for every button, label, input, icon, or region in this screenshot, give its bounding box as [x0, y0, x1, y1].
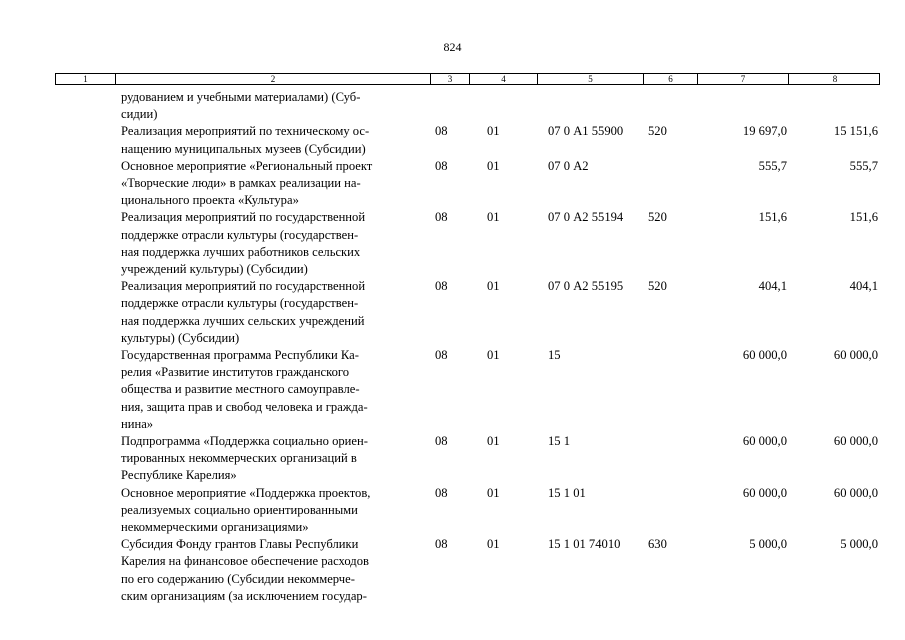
target-article-code: 07 0 А2 55195: [548, 279, 624, 294]
table-row: [0, 347, 905, 433]
amount-year-1: 5 000,0: [749, 537, 787, 552]
target-article-code: 07 0 А2 55194: [548, 210, 624, 225]
subsection-code: 01: [487, 537, 500, 552]
table-row: [0, 123, 905, 157]
row-description: [121, 89, 428, 123]
amount-year-2: 60 000,0: [833, 485, 878, 500]
description-line: поддержке отрасли культуры (государствен-: [121, 296, 359, 311]
description-line: «Творческие люди» в рамках реализации на-: [121, 176, 361, 191]
description-line: Реализация мероприятий по государственной: [121, 210, 366, 225]
description-line: релия «Развитие институтов гражданского: [121, 365, 350, 380]
header-cell: 4: [470, 74, 538, 84]
target-article-code: 15 1: [548, 434, 571, 449]
description-line: нащению муниципальных музеев (Субсидии): [121, 141, 366, 156]
amount-year-1: 60 000,0: [742, 434, 787, 449]
table-row: [0, 433, 905, 485]
description-line: реализуемых социально ориентированными: [121, 502, 358, 517]
section-code: 08: [435, 124, 448, 139]
row-description: [121, 209, 428, 278]
section-code: 08: [435, 279, 448, 294]
table-row: [0, 209, 905, 278]
header-cell: 5: [538, 74, 644, 84]
row-description: [121, 485, 428, 537]
description-line: некоммерческими организациями»: [121, 520, 309, 535]
description-line: Реализация мероприятий по государственной: [121, 279, 366, 294]
amount-year-1: 60 000,0: [742, 485, 787, 500]
description-line: культуры) (Субсидии): [121, 330, 240, 345]
table-row: [0, 89, 905, 123]
description-line: нина»: [121, 416, 154, 431]
description-line: Основное мероприятие «Региональный проект: [121, 158, 373, 173]
amount-year-2: 5 000,0: [840, 537, 878, 552]
description-line: Республике Карелия»: [121, 468, 237, 483]
description-line: учреждений культуры) (Субсидии): [121, 262, 308, 277]
table-row: [0, 158, 905, 210]
budget-table-body: [0, 89, 905, 605]
row-description: [121, 433, 428, 485]
amount-year-2: 555,7: [849, 158, 878, 173]
row-description: [121, 278, 428, 347]
description-line: ная поддержка лучших работников сельских: [121, 244, 361, 259]
amount-year-1: 404,1: [758, 279, 787, 294]
table-row: [0, 536, 905, 605]
section-code: 08: [435, 434, 448, 449]
expense-type-code: 630: [648, 537, 667, 552]
target-article-code: 15 1 01 74010: [548, 537, 621, 552]
description-line: Реализация мероприятий по техническому ос-: [121, 124, 370, 139]
amount-year-1: 555,7: [758, 158, 787, 173]
target-article-code: 07 0 А2: [548, 158, 589, 173]
description-line: сидии): [121, 107, 158, 122]
amount-year-2: 404,1: [849, 279, 878, 294]
section-code: 08: [435, 210, 448, 225]
target-article-code: 15 1 01: [548, 485, 586, 500]
row-description: [121, 536, 428, 605]
header-cell: 3: [431, 74, 470, 84]
row-description: [121, 347, 428, 433]
header-cell: 2: [116, 74, 431, 84]
description-line: Подпрограмма «Поддержка социально ориен-: [121, 434, 368, 449]
amount-year-1: 60 000,0: [742, 348, 787, 363]
header-cell: 7: [698, 74, 789, 84]
target-article-code: 07 0 А1 55900: [548, 124, 624, 139]
expense-type-code: 520: [648, 279, 667, 294]
description-line: рудованием и учебными материалами) (Суб-: [121, 90, 361, 104]
amount-year-2: 15 151,6: [833, 124, 878, 139]
table-header: [55, 73, 880, 85]
header-cell: 6: [644, 74, 698, 84]
section-code: 08: [435, 348, 448, 363]
description-line: Основное мероприятие «Поддержка проектов,: [121, 485, 371, 500]
expense-type-code: 520: [648, 124, 667, 139]
description-line: ная поддержка лучших сельских учреждений: [121, 313, 365, 328]
subsection-code: 01: [487, 485, 500, 500]
header-cell: 8: [832, 74, 838, 84]
header-cell: 1: [56, 74, 116, 84]
description-line: Карелия на финансовое обеспечение расходов: [121, 554, 369, 569]
amount-year-1: 151,6: [758, 210, 787, 225]
description-line: по его содержанию (Субсидии некоммерче-: [121, 571, 355, 586]
amount-year-2: 151,6: [849, 210, 878, 225]
target-article-code: 15: [548, 348, 561, 363]
subsection-code: 01: [487, 210, 500, 225]
subsection-code: 01: [487, 434, 500, 449]
section-code: 08: [435, 485, 448, 500]
expense-type-code: 520: [648, 210, 667, 225]
page-number: 824: [443, 40, 462, 54]
subsection-code: 01: [487, 124, 500, 139]
amount-year-2: 60 000,0: [833, 348, 878, 363]
description-line: ционального проекта «Культура»: [121, 193, 299, 208]
section-code: 08: [435, 158, 448, 173]
table-row: [0, 485, 905, 537]
row-description: [121, 158, 428, 210]
subsection-code: 01: [487, 348, 500, 363]
subsection-code: 01: [487, 279, 500, 294]
amount-year-1: 19 697,0: [742, 124, 787, 139]
description-line: Субсидия Фонду грантов Главы Республики: [121, 537, 359, 552]
description-line: поддержке отрасли культуры (государствен-: [121, 227, 359, 242]
description-line: тированных некоммерческих организаций в: [121, 451, 357, 466]
row-description: [121, 123, 428, 157]
section-code: 08: [435, 537, 448, 552]
description-line: Государственная программа Республики Ка-: [121, 348, 359, 363]
description-line: ния, защита прав и свобод человека и гражда-: [121, 399, 368, 414]
subsection-code: 01: [487, 158, 500, 173]
table-row: [0, 278, 905, 347]
amount-year-2: 60 000,0: [833, 434, 878, 449]
description-line: ским организациям (за исключением государ-: [121, 588, 367, 603]
description-line: общества и развитие местного самоуправле-: [121, 382, 360, 397]
